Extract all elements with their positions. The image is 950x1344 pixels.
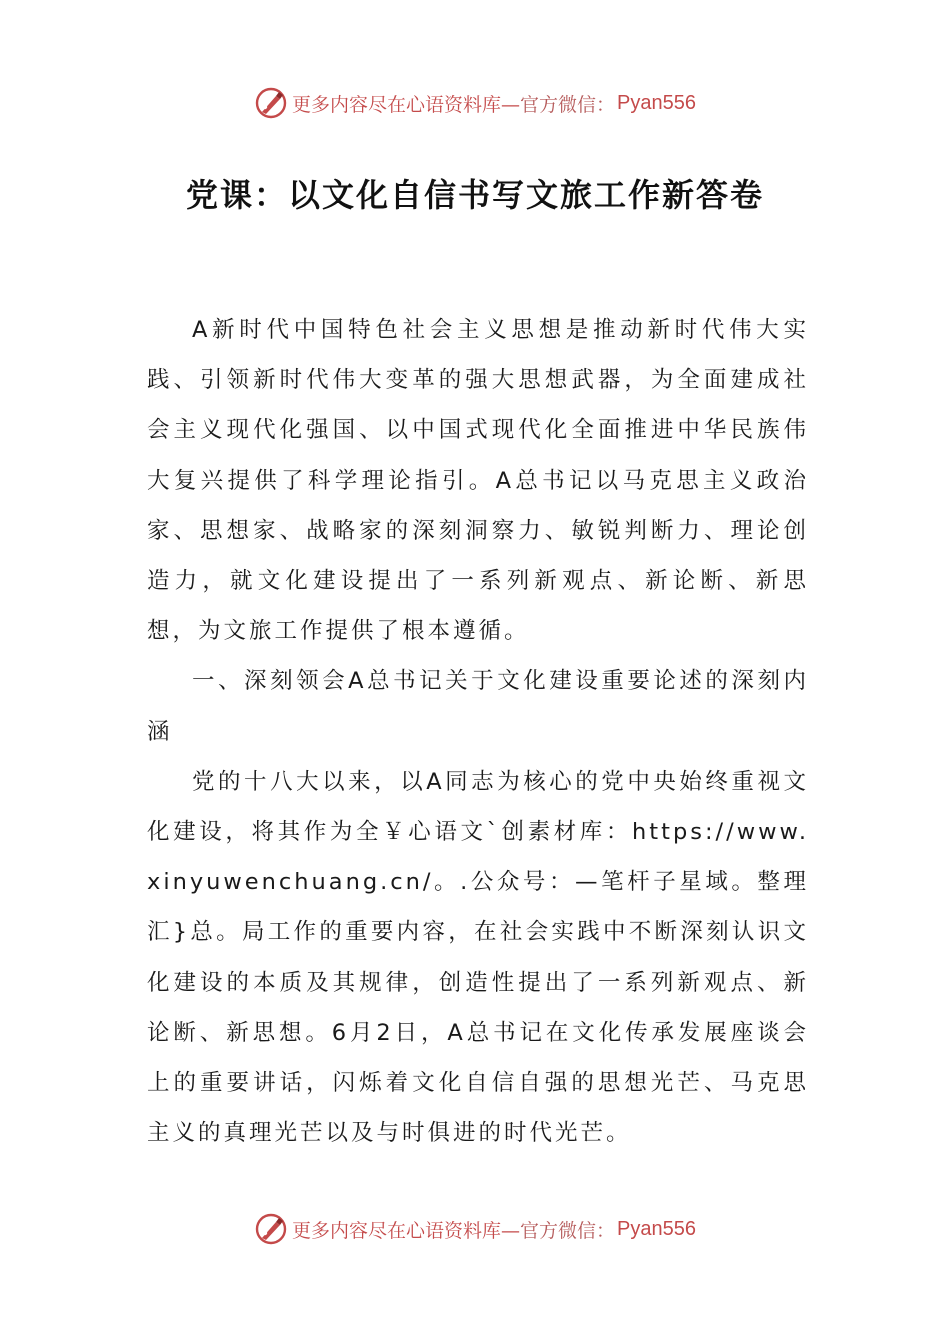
banner-wechat-label: 官方微信： xyxy=(520,93,616,116)
banner-wechat-label: 官方微信： xyxy=(520,1219,616,1242)
pen-logo-icon xyxy=(254,86,288,120)
banner-text: 更多内容尽在心语资料库— xyxy=(292,1219,521,1242)
paragraph-intro: A新时代中国特色社会主义思想是推动新时代伟大实践、引领新时代伟大变革的强大思想武器，为全面建成社会主义现代化强国、以中国式现代化全面推进中华民族伟大复兴提供了科学理论指引。A总书记以马克思主义政治家、思想家、战略家的深刻洞察力、敏锐判断力、理论创造力，就文化建设提出了一系列新观点、新论断、新思想，为文旅工作提供了根本遵循。 xyxy=(147,317,809,645)
document-body xyxy=(147,305,809,1158)
footer-banner xyxy=(0,1209,950,1249)
pen-logo-icon xyxy=(254,1212,288,1246)
paragraph-section-1: 党的十八大以来，以A同志为核心的党中央始终重视文化建设，将其作为全￥心语文`创素材库：https://www.xinyuwenchuang.cn/。.公众号：—笔杆子星域。整理汇}总。局工作的重要内容，在社会实践中不断深刻认识文化建设的本质及其规律，创造性提出了一系列新观点、新论断、新思想。6月2日，A总书记在文化传承发展座谈会上的重要讲话，闪烁着文化自信自强的思想光芒、马克思主义的真理光芒以及与时俱进的时代光芒。 xyxy=(147,768,809,1147)
banner-text: 更多内容尽在心语资料库— xyxy=(292,93,521,116)
header-banner xyxy=(0,83,950,123)
section-heading-1: 一、深刻领会A总书记关于文化建设重要论述的深刻内涵 xyxy=(147,668,809,745)
banner-wechat-id: Pyan556 xyxy=(617,1217,696,1240)
page-title: 党课：以文化自信书写文旅工作新答卷 xyxy=(185,176,764,214)
banner-wechat-id: Pyan556 xyxy=(617,91,696,114)
